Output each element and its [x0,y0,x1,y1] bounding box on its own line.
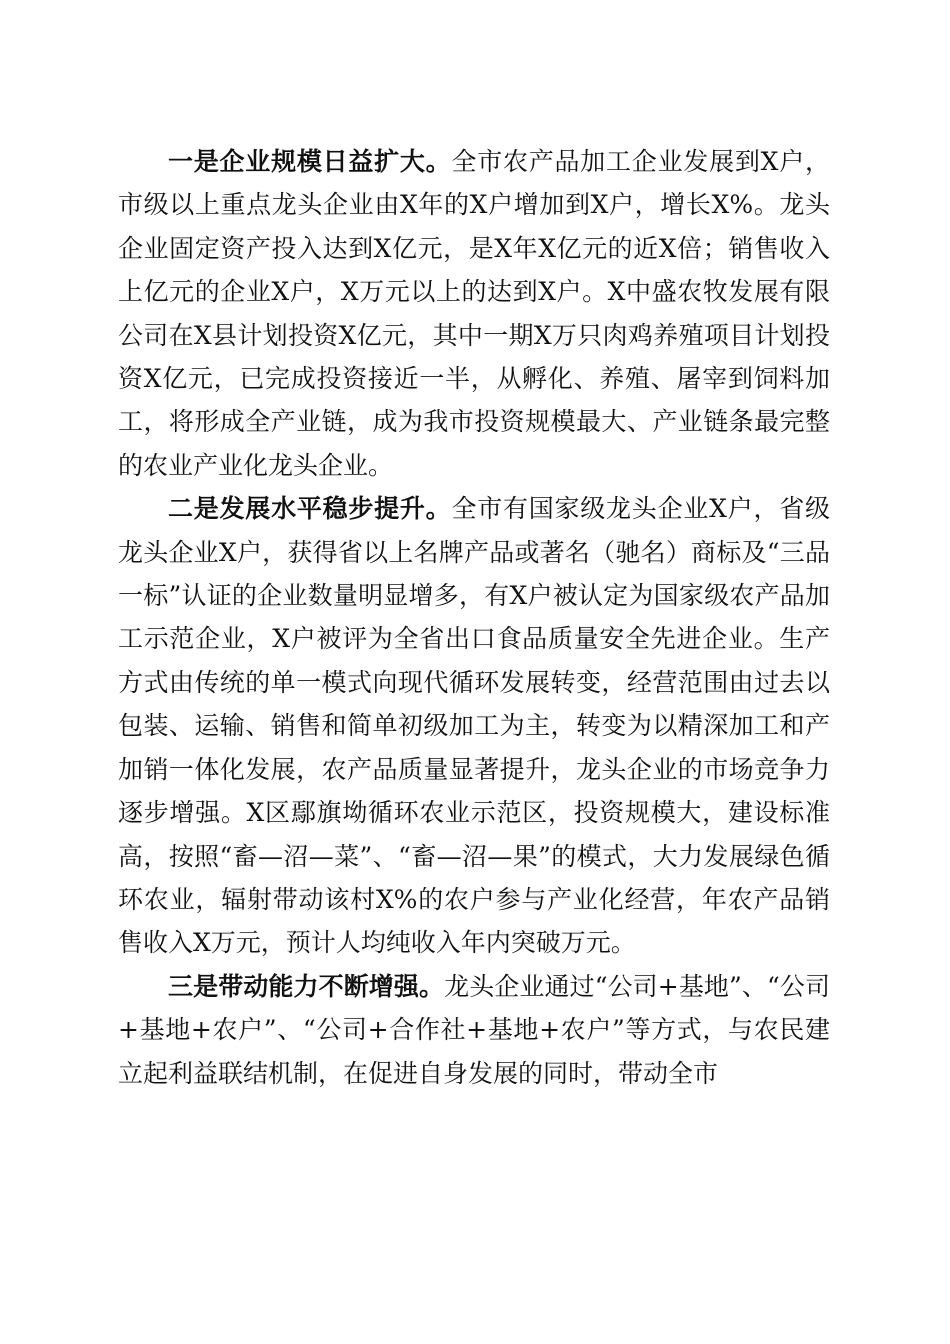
document-page [118,140,830,1095]
paragraph-lead: 一是企业规模日益扩大。 [168,147,452,176]
paragraph-development-level [118,487,830,964]
paragraph-body: 龙头企业通过“公司+基地”、“公司+基地+农户”、“公司+合作社+基地+农户”等方式，与农民建立起利益联结机制，在促进自身发展的同时，带动全市 [118,971,830,1088]
paragraph-body: 全市有国家级龙头企业X户，省级龙头企业X户，获得省以上名牌产品或著名（驰名）商标及“三品一标”认证的企业数量明显增多，有X户被认定为国家级农产品加工示范企业，X户被评为全省出口食品质量安全先进企业。生产方式由传统的单一模式向现代循环发展转变，经营范围由过去以包装、运输、销售和简单初级加工为主，转变为以精深加工和产加销一体化发展，农产品质量显著提升，龙头企业的市场竞争力逐步增强。X区鄢旗坳循环农业示范区，投资规模大，建设标准高，按照“畜—沼—菜”、“畜—沼—果”的模式，大力发展绿色循环农业，辐射带动该村X%的农户参与产业化经营，年农产品销售收入X万元，预计人均纯收入年内突破万元。 [118,494,830,958]
paragraph-body: 全市农产品加工企业发展到X户，市级以上重点龙头企业由X年的X户增加到X户，增长X%。龙头企业固定资产投入达到X亿元，是X年X亿元的近X倍；销售收入上亿元的企业X户，X万元以上的达到X户。X中盛农牧发展有限公司在X县计划投资X亿元，其中一期X万只肉鸡养殖项目计划投资X亿元，已完成投资接近一半，从孵化、养殖、屠宰到饲料加工，将形成全产业链，成为我市投资规模最大、产业链条最完整的农业产业化龙头企业。 [118,147,830,480]
paragraph-enterprise-scale [118,140,830,487]
paragraph-driving-capacity [118,965,830,1095]
paragraph-lead: 三是带动能力不断增强。 [168,971,445,1001]
paragraph-lead: 二是发展水平稳步提升。 [168,494,452,524]
